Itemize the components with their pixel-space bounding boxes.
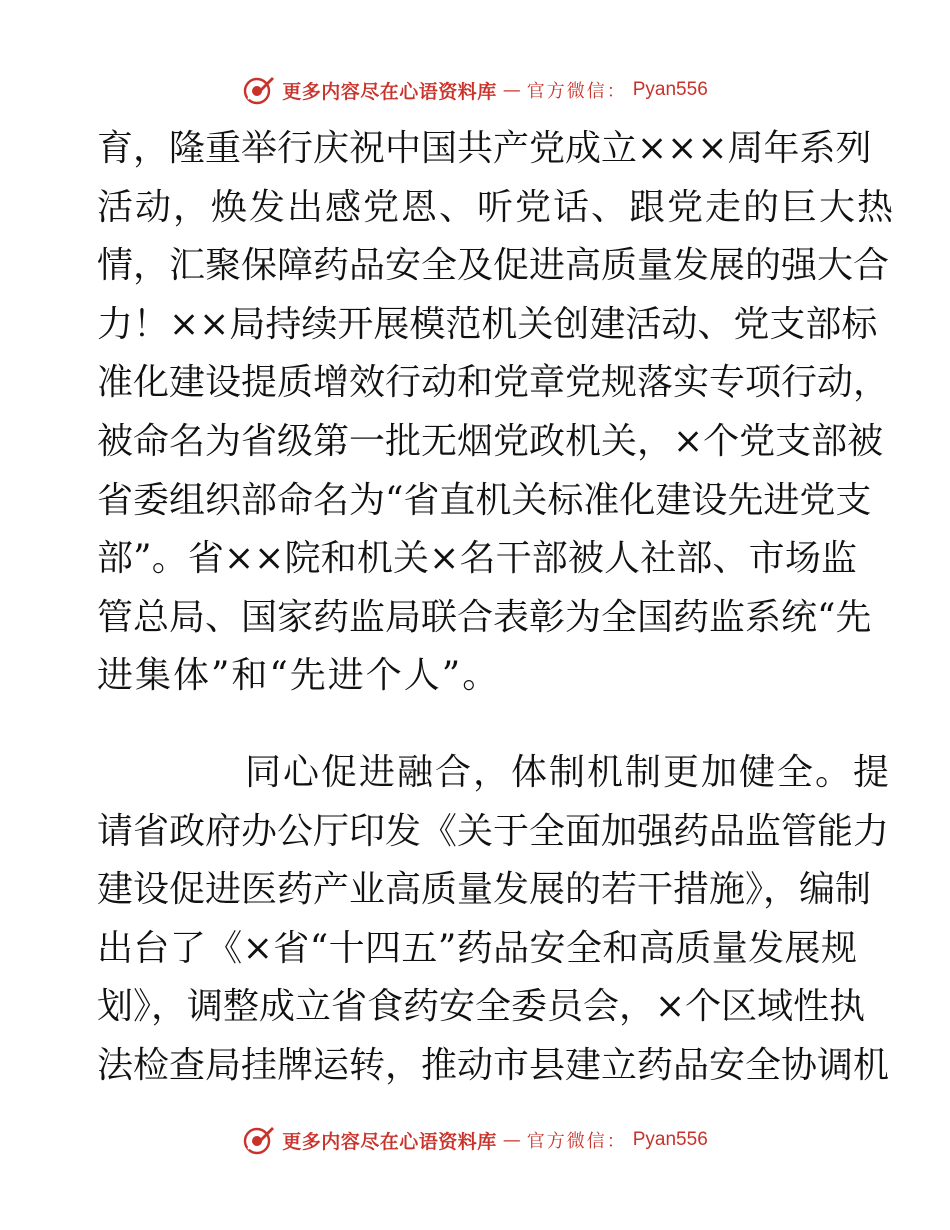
text-line: 同心促进融合，体制机制更加健全。提 [245,751,892,793]
paragraph-1 [97,120,896,706]
text-line: 出台了《×省“十四五”药品安全和高质量发展规 [97,927,857,969]
banner-dash: — [502,1129,521,1151]
text-line: 活动，焕发出感党恩、听党话、跟党走的巨大热 [97,186,896,228]
text-line: 管总局、国家药监局联合表彰为全国药监系统“先 [97,596,872,638]
banner-brand-text: 更多内容尽在心语资料库 [282,1130,497,1153]
pen-logo-icon [242,73,276,107]
banner-dash: — [502,79,521,101]
text-line: 省委组织部命名为“省直机关标准化建设先进党支 [97,479,872,521]
footer-banner [0,1120,950,1160]
header-banner [0,70,950,110]
text-line: 被命名为省级第一批无烟党政机关，×个党支部被 [97,420,884,462]
text-line: 法检查局挂牌运转，推动市县建立药品安全协调机 [97,1044,890,1086]
banner-official-label: 官方微信： [526,1131,627,1152]
text-line: 力！××局持续开展模范机关创建活动、党支部标 [97,303,878,345]
paragraph-2 [97,744,892,1096]
text-line: 部”。省××院和机关×名干部被人社部、市场监 [97,538,857,580]
paragraph-gap [97,706,857,744]
banner-brand-text: 更多内容尽在心语资料库 [282,80,497,103]
banner-official-label: 官方微信： [526,81,627,102]
document-body [97,120,896,1096]
text-line: 划》，调整成立省食药安全委员会，×个区域性执 [97,986,866,1028]
banner-wechat-handle: Pyan556 [632,79,708,100]
pen-logo-icon [242,1123,276,1157]
banner-wechat-handle: Pyan556 [632,1129,708,1150]
text-line: 情，汇聚保障药品安全及促进高质量发展的强大合 [97,245,890,287]
text-line: 准化建设提质增效行动和党章党规落实专项行动， [97,362,890,404]
text-line: 请省政府办公厅印发《关于全面加强药品监管能力 [97,810,890,852]
text-line: 建设促进医药产业高质量发展的若干措施》，编制 [97,869,872,911]
text-line: 育，隆重举行庆祝中国共产党成立×××周年系列 [97,128,872,169]
text-line: 进集体”和“先进个人”。 [97,655,501,697]
